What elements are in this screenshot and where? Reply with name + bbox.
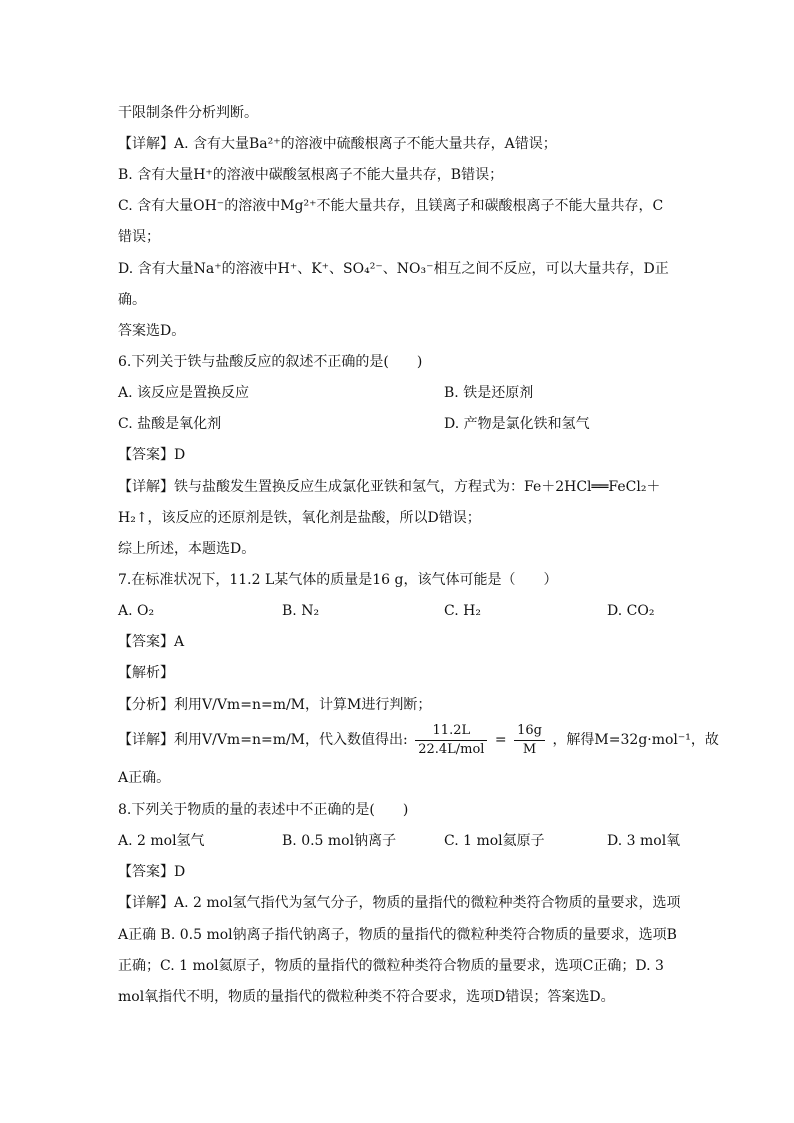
text-line: H₂↑，该反应的还原剂是铁，氧化剂是盐酸，所以D错误； — [118, 510, 481, 526]
formula-line — [118, 720, 719, 766]
option-b: B. N₂ — [282, 603, 320, 619]
text-line: D. 含有大量Na⁺的溶液中H⁺、K⁺、SO₄²⁻、NO₃⁻相互之间不反应，可以大量共存，D正 — [118, 261, 669, 277]
text-line: 错误； — [118, 229, 160, 245]
fraction — [514, 722, 545, 759]
text-line: mol氧指代不明，物质的量指代的微粒种类不符合要求，选项D错误；答案选D。 — [118, 989, 615, 1005]
text-line: A正确 B. 0.5 mol钠离子指代钠离子，物质的量指代的微粒种类符合物质的量要求，选项B — [118, 927, 677, 943]
option-d: D. CO₂ — [607, 603, 655, 619]
text-segment: 【详解】利用V/Vm=n=m/M，代入数值得出: — [118, 732, 408, 748]
option-b: B. 0.5 mol钠离子 — [282, 833, 397, 849]
equals-sign: = — [494, 732, 507, 748]
text-line: 【详解】A. 含有大量Ba²⁺的溶液中硫酸根离子不能大量共存，A错误； — [118, 136, 557, 152]
question-7: 7.在标准状况下，11.2 L某气体的质量是16 g，该气体可能是（ ） — [118, 572, 558, 588]
text-line: B. 含有大量H⁺的溶液中碳酸氢根离子不能大量共存，B错误； — [118, 167, 504, 183]
text-line: C. 含有大量OH⁻的溶液中Mg²⁺不能大量共存，且镁离子和碳酸根离子不能大量共存，C — [118, 198, 664, 214]
text-line: 干限制条件分析判断。 — [118, 105, 258, 121]
answer: 【答案】D — [118, 447, 186, 463]
question-8: 8.下列关于物质的量的表述中不正确的是( ) — [118, 802, 409, 818]
option-c: C. 盐酸是氧化剂 — [118, 416, 222, 432]
text-line: 【详解】铁与盐酸发生置换反应生成氯化亚铁和氢气，方程式为：Fe＋2HCl══FeCl₂＋ — [118, 479, 661, 495]
answer: 【答案】A — [118, 634, 185, 650]
option-a: A. 2 mol氢气 — [118, 833, 205, 849]
text-line: A正确。 — [118, 770, 171, 786]
fraction-numerator: 16g — [514, 722, 545, 741]
answer: 【答案】D — [118, 864, 186, 880]
text-segment: ，解得M=32g·mol⁻¹，故 — [552, 732, 719, 748]
fraction-numerator: 11.2L — [415, 722, 487, 741]
fraction-denominator: M — [522, 741, 537, 757]
text-line: 确。 — [118, 292, 146, 308]
option-d: D. 3 mol氧 — [607, 833, 681, 849]
analysis-label: 【解析】 — [118, 665, 174, 681]
text-line: 【详解】A. 2 mol氢气指代为氢气分子，物质的量指代的微粒种类符合物质的量要求，选项 — [118, 895, 681, 911]
option-a: A. O₂ — [118, 603, 155, 619]
fraction-denominator: 22.4L/mol — [418, 741, 485, 757]
text-line: 【分析】利用V/Vm=n=m/M，计算M进行判断； — [118, 697, 432, 713]
question-6: 6.下列关于铁与盐酸反应的叙述不正确的是( ) — [118, 354, 423, 370]
option-a: A. 该反应是置换反应 — [118, 385, 250, 401]
text-line: 答案选D。 — [118, 323, 186, 339]
option-b: B. 铁是还原剂 — [444, 385, 534, 401]
text-line: 综上所述，本题选D。 — [118, 541, 256, 557]
option-c: C. 1 mol氦原子 — [444, 833, 545, 849]
option-c: C. H₂ — [444, 603, 481, 619]
option-d: D. 产物是氯化铁和氢气 — [444, 416, 590, 432]
text-line: 正确；C. 1 mol氦原子，物质的量指代的微粒种类符合物质的量要求，选项C正确；D. 3 — [118, 958, 664, 974]
fraction — [415, 722, 487, 759]
